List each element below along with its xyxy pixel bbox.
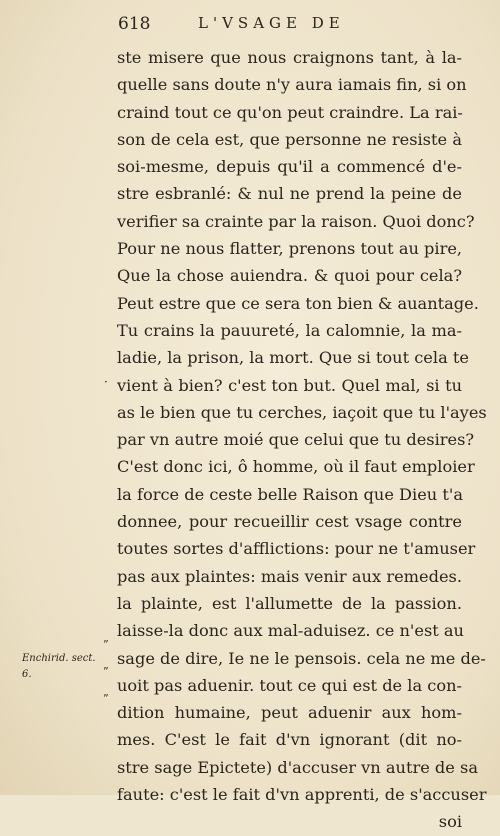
text-line: quelle sans doute n'y aura iamais fin, si on (117, 75, 467, 95)
margin-note (22, 651, 112, 683)
page-header (118, 14, 478, 38)
text-line: dition humaine, peut aduenir aux hom- (117, 703, 462, 723)
text-line: vient à bien? c'est ton but. Quel mal, si tu (117, 375, 462, 395)
text-line: Que la chose auiendra. & quoi pour cela? (117, 266, 462, 286)
text-line: ladie, la prison, la mort. Que si tout cela te (117, 348, 469, 368)
text-line: son de cela est, que personne ne resiste à (117, 129, 462, 149)
margin-dot: · (104, 375, 108, 389)
text-line: sage de dire, Ie ne le pensois. cela ne me de- (117, 648, 486, 668)
text-line: donnee, pour recueillir cest vsage contre (117, 512, 462, 532)
text-line: faute: c'est le fait d'vn apprenti, de s'accuser (117, 785, 487, 805)
page-number: 618 (118, 14, 151, 34)
text-line: soi-mesme, depuis qu'il a commencé d'e- (117, 157, 462, 177)
text-line: craind tout ce qu'on peut craindre. La rai- (117, 102, 463, 122)
quote-mark: ” (103, 692, 109, 705)
quote-mark: ” (103, 638, 109, 651)
text-line: ste misere que nous craignons tant, à la- (117, 48, 462, 67)
catchword: soi (438, 812, 462, 832)
text-line: Pour ne nous flatter, prenons tout au pire, (117, 239, 463, 259)
text-line: la plainte, est l'allumette de la passion. (117, 593, 462, 613)
text-line: uoit pas aduenir. tout ce qui est de la con- (117, 675, 462, 695)
text-line: verifier sa crainte par la raison. Quoi donc? (117, 211, 475, 231)
text-line: mes. C'est le fait d'vn ignorant (dit no- (117, 730, 462, 750)
text-line: Tu crains la pauureté, la calomnie, la ma- (117, 320, 462, 340)
text-line: pas aux plaintes: mais venir aux remedes. (117, 566, 462, 586)
text-line: laisse-la donc aux mal-aduisez. ce n'est au (117, 621, 464, 641)
margin-note-number: 6. (22, 669, 32, 680)
text-line: par vn autre moié que celui que tu desires? (117, 430, 475, 450)
text-line: C'est donc ici, ô homme, où il faut emploier (117, 457, 475, 477)
text-line: la force de ceste belle Raison que Dieu t'a (117, 484, 463, 504)
margin-note-reference: Enchirid. sect. (22, 653, 96, 664)
quote-mark: ” (103, 665, 109, 678)
body-text (117, 44, 487, 836)
text-line: as le bien que tu cerches, iaçoit que tu l'ayes (117, 402, 487, 422)
text-line: stre sage Epictete) d'accuser vn autre de sa (117, 757, 478, 777)
text-line: Peut estre que ce sera ton bien & auantage. (117, 293, 479, 313)
text-line: toutes sortes d'afflictions: pour ne t'amuser (117, 539, 476, 559)
text-line: stre esbranlé: & nul ne prend la peine de (117, 184, 462, 204)
running-head: L'VSAGE DE (198, 14, 345, 32)
